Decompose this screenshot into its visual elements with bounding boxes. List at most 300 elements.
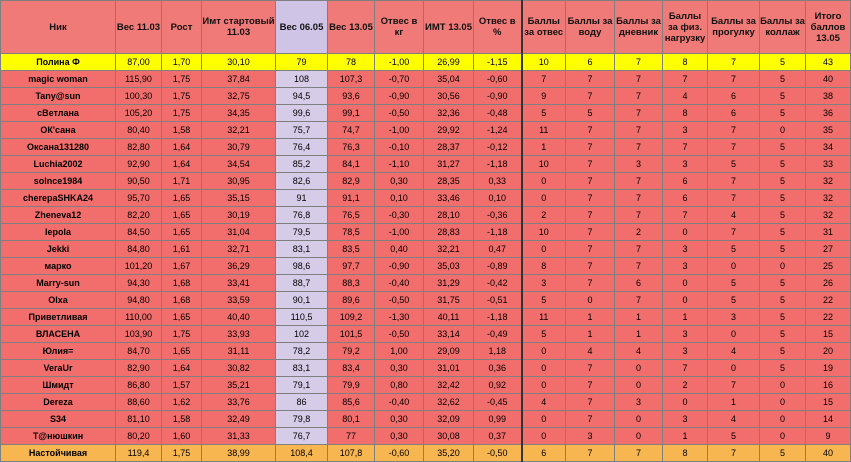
cell-points-total: 36 bbox=[806, 105, 851, 122]
table-row bbox=[1, 241, 851, 258]
cell-points-total: 31 bbox=[806, 224, 851, 241]
cell-weight-prev: 75,7 bbox=[276, 122, 328, 139]
cell-height: 1,64 bbox=[162, 139, 202, 156]
cell-height: 1,62 bbox=[162, 394, 202, 411]
cell-height: 1,75 bbox=[162, 71, 202, 88]
cell-points-exercise: 3 bbox=[663, 411, 708, 428]
cell-loss-percent: -1,18 bbox=[474, 224, 522, 241]
cell-points-loss: 5 bbox=[522, 326, 566, 343]
cell-loss-percent: -0,45 bbox=[474, 394, 522, 411]
cell-bmi-start: 34,54 bbox=[202, 156, 276, 173]
col-header-loss-kg: Отвес в кг bbox=[375, 1, 424, 54]
cell-weight-prev: 79,5 bbox=[276, 224, 328, 241]
cell-loss-percent: -0,51 bbox=[474, 292, 522, 309]
col-header-weight-start: Вес 11.03 bbox=[116, 1, 162, 54]
cell-bmi-current: 31,01 bbox=[424, 360, 474, 377]
cell-weight-current: 83,5 bbox=[328, 241, 375, 258]
cell-bmi-start: 33,93 bbox=[202, 326, 276, 343]
cell-nick: Т@нюшкин bbox=[1, 428, 116, 445]
cell-weight-current: 82,9 bbox=[328, 173, 375, 190]
cell-points-collage: 0 bbox=[760, 258, 806, 275]
cell-points-total: 33 bbox=[806, 156, 851, 173]
cell-points-exercise: 0 bbox=[663, 292, 708, 309]
cell-height: 1,64 bbox=[162, 156, 202, 173]
table-row bbox=[1, 309, 851, 326]
cell-points-diary: 7 bbox=[615, 445, 663, 462]
col-header-bmi-start: Имт стартовый 11.03 bbox=[202, 1, 276, 54]
cell-loss-percent: -0,60 bbox=[474, 71, 522, 88]
table-row bbox=[1, 445, 851, 462]
cell-weight-prev: 83,1 bbox=[276, 360, 328, 377]
cell-weight-current: 91,1 bbox=[328, 190, 375, 207]
col-header-points-exercise: Баллы за физ. нагрузку bbox=[663, 1, 708, 54]
cell-loss-percent: 0,36 bbox=[474, 360, 522, 377]
cell-weight-start: 119,4 bbox=[116, 445, 162, 462]
cell-nick: magic woman bbox=[1, 71, 116, 88]
cell-points-walk: 4 bbox=[708, 343, 760, 360]
cell-points-total: 43 bbox=[806, 54, 851, 71]
cell-points-collage: 0 bbox=[760, 122, 806, 139]
cell-points-diary: 7 bbox=[615, 122, 663, 139]
cell-weight-start: 82,80 bbox=[116, 139, 162, 156]
cell-loss-kg: 0,30 bbox=[375, 360, 424, 377]
cell-nick: ОК'сана bbox=[1, 122, 116, 139]
cell-points-total: 25 bbox=[806, 258, 851, 275]
cell-loss-kg: 0,40 bbox=[375, 241, 424, 258]
cell-points-water: 7 bbox=[566, 139, 615, 156]
cell-bmi-start: 30,95 bbox=[202, 173, 276, 190]
cell-points-exercise: 7 bbox=[663, 139, 708, 156]
cell-loss-kg: -0,10 bbox=[375, 139, 424, 156]
cell-weight-current: 76,3 bbox=[328, 139, 375, 156]
table-row bbox=[1, 360, 851, 377]
cell-points-loss: 1 bbox=[522, 139, 566, 156]
cell-loss-percent: 0,33 bbox=[474, 173, 522, 190]
cell-bmi-current: 35,03 bbox=[424, 258, 474, 275]
cell-points-total: 14 bbox=[806, 411, 851, 428]
cell-bmi-current: 32,21 bbox=[424, 241, 474, 258]
cell-nick: VeraUr bbox=[1, 360, 116, 377]
cell-nick: Приветливая bbox=[1, 309, 116, 326]
cell-weight-prev: 86 bbox=[276, 394, 328, 411]
cell-weight-start: 94,80 bbox=[116, 292, 162, 309]
cell-nick: Tany@sun bbox=[1, 88, 116, 105]
cell-points-total: 26 bbox=[806, 275, 851, 292]
cell-points-loss: 0 bbox=[522, 411, 566, 428]
cell-height: 1,58 bbox=[162, 122, 202, 139]
cell-loss-percent: -1,18 bbox=[474, 309, 522, 326]
cell-weight-prev: 90,1 bbox=[276, 292, 328, 309]
cell-weight-current: 83,4 bbox=[328, 360, 375, 377]
cell-loss-percent: -0,90 bbox=[474, 88, 522, 105]
cell-points-walk: 7 bbox=[708, 54, 760, 71]
cell-points-diary: 7 bbox=[615, 207, 663, 224]
cell-points-loss: 10 bbox=[522, 224, 566, 241]
col-header-weight-prev: Вес 06.05 bbox=[276, 1, 328, 54]
cell-weight-start: 90,50 bbox=[116, 173, 162, 190]
table-row bbox=[1, 207, 851, 224]
cell-points-walk: 5 bbox=[708, 292, 760, 309]
col-header-points-collage: Баллы за коллаж bbox=[760, 1, 806, 54]
cell-points-walk: 7 bbox=[708, 377, 760, 394]
cell-points-walk: 0 bbox=[708, 258, 760, 275]
cell-weight-start: 103,90 bbox=[116, 326, 162, 343]
cell-points-collage: 5 bbox=[760, 105, 806, 122]
table-row bbox=[1, 411, 851, 428]
cell-points-walk: 6 bbox=[708, 88, 760, 105]
cell-bmi-current: 30,56 bbox=[424, 88, 474, 105]
cell-points-water: 7 bbox=[566, 258, 615, 275]
cell-nick: Jekki bbox=[1, 241, 116, 258]
cell-points-collage: 0 bbox=[760, 428, 806, 445]
cell-bmi-current: 35,04 bbox=[424, 71, 474, 88]
cell-bmi-start: 38,99 bbox=[202, 445, 276, 462]
cell-points-diary: 7 bbox=[615, 258, 663, 275]
cell-points-total: 38 bbox=[806, 88, 851, 105]
table-row bbox=[1, 105, 851, 122]
cell-height: 1,75 bbox=[162, 326, 202, 343]
cell-height: 1,60 bbox=[162, 428, 202, 445]
cell-points-water: 5 bbox=[566, 105, 615, 122]
cell-points-water: 7 bbox=[566, 360, 615, 377]
cell-points-loss: 2 bbox=[522, 207, 566, 224]
cell-bmi-current: 40,11 bbox=[424, 309, 474, 326]
cell-weight-start: 100,30 bbox=[116, 88, 162, 105]
cell-weight-current: 79,2 bbox=[328, 343, 375, 360]
cell-points-collage: 0 bbox=[760, 411, 806, 428]
cell-points-diary: 7 bbox=[615, 71, 663, 88]
cell-points-water: 7 bbox=[566, 190, 615, 207]
cell-bmi-current: 32,42 bbox=[424, 377, 474, 394]
cell-bmi-start: 36,29 bbox=[202, 258, 276, 275]
cell-weight-prev: 108 bbox=[276, 71, 328, 88]
cell-points-water: 7 bbox=[566, 394, 615, 411]
table-row bbox=[1, 173, 851, 190]
cell-points-collage: 5 bbox=[760, 139, 806, 156]
cell-loss-kg: -1,10 bbox=[375, 156, 424, 173]
cell-loss-percent: 1,18 bbox=[474, 343, 522, 360]
cell-points-diary: 2 bbox=[615, 224, 663, 241]
header-row bbox=[1, 1, 851, 54]
cell-points-water: 7 bbox=[566, 224, 615, 241]
cell-points-diary: 7 bbox=[615, 292, 663, 309]
cell-weight-prev: 94,5 bbox=[276, 88, 328, 105]
cell-weight-current: 84,1 bbox=[328, 156, 375, 173]
cell-points-exercise: 6 bbox=[663, 190, 708, 207]
cell-points-diary: 0 bbox=[615, 377, 663, 394]
cell-weight-current: 89,6 bbox=[328, 292, 375, 309]
cell-loss-percent: -0,50 bbox=[474, 445, 522, 462]
cell-points-exercise: 8 bbox=[663, 54, 708, 71]
cell-weight-current: 78 bbox=[328, 54, 375, 71]
cell-weight-prev: 108,4 bbox=[276, 445, 328, 462]
cell-bmi-current: 31,27 bbox=[424, 156, 474, 173]
col-header-points-water: Баллы за воду bbox=[566, 1, 615, 54]
cell-points-loss: 0 bbox=[522, 241, 566, 258]
cell-loss-kg: -0,90 bbox=[375, 88, 424, 105]
cell-points-walk: 7 bbox=[708, 139, 760, 156]
cell-points-diary: 1 bbox=[615, 326, 663, 343]
cell-weight-current: 107,3 bbox=[328, 71, 375, 88]
cell-points-water: 1 bbox=[566, 309, 615, 326]
cell-loss-kg: 0,30 bbox=[375, 428, 424, 445]
cell-points-exercise: 6 bbox=[663, 173, 708, 190]
table-row bbox=[1, 71, 851, 88]
cell-points-total: 20 bbox=[806, 343, 851, 360]
cell-points-walk: 3 bbox=[708, 309, 760, 326]
cell-points-diary: 7 bbox=[615, 173, 663, 190]
col-header-points-total: Итого баллов 13.05 bbox=[806, 1, 851, 54]
col-header-points-walk: Баллы за прогулку bbox=[708, 1, 760, 54]
cell-points-walk: 7 bbox=[708, 190, 760, 207]
cell-weight-current: 74,7 bbox=[328, 122, 375, 139]
cell-weight-prev: 79 bbox=[276, 54, 328, 71]
cell-points-water: 7 bbox=[566, 377, 615, 394]
cell-points-total: 27 bbox=[806, 241, 851, 258]
cell-loss-kg: -0,30 bbox=[375, 207, 424, 224]
cell-points-water: 7 bbox=[566, 411, 615, 428]
table-row bbox=[1, 54, 851, 71]
cell-points-walk: 5 bbox=[708, 241, 760, 258]
cell-weight-prev: 79,8 bbox=[276, 411, 328, 428]
cell-height: 1,65 bbox=[162, 224, 202, 241]
cell-loss-percent: -0,12 bbox=[474, 139, 522, 156]
cell-points-water: 7 bbox=[566, 156, 615, 173]
cell-weight-start: 105,20 bbox=[116, 105, 162, 122]
cell-points-loss: 10 bbox=[522, 54, 566, 71]
cell-bmi-start: 35,15 bbox=[202, 190, 276, 207]
cell-points-total: 15 bbox=[806, 394, 851, 411]
cell-nick: сВетлана bbox=[1, 105, 116, 122]
cell-points-collage: 5 bbox=[760, 360, 806, 377]
cell-bmi-start: 31,33 bbox=[202, 428, 276, 445]
cell-points-walk: 4 bbox=[708, 207, 760, 224]
cell-height: 1,71 bbox=[162, 173, 202, 190]
cell-loss-kg: 0,30 bbox=[375, 411, 424, 428]
cell-points-water: 6 bbox=[566, 54, 615, 71]
cell-bmi-current: 28,37 bbox=[424, 139, 474, 156]
cell-weight-prev: 88,7 bbox=[276, 275, 328, 292]
cell-loss-kg: -1,00 bbox=[375, 54, 424, 71]
col-header-weight-current: Вес 13.05 bbox=[328, 1, 375, 54]
cell-height: 1,68 bbox=[162, 292, 202, 309]
cell-points-total: 16 bbox=[806, 377, 851, 394]
cell-points-loss: 0 bbox=[522, 360, 566, 377]
cell-loss-kg: -0,50 bbox=[375, 292, 424, 309]
cell-points-diary: 6 bbox=[615, 275, 663, 292]
cell-points-collage: 5 bbox=[760, 275, 806, 292]
cell-points-diary: 3 bbox=[615, 156, 663, 173]
cell-points-collage: 5 bbox=[760, 190, 806, 207]
cell-loss-kg: -0,40 bbox=[375, 394, 424, 411]
cell-points-collage: 0 bbox=[760, 377, 806, 394]
cell-points-total: 32 bbox=[806, 207, 851, 224]
cell-points-walk: 7 bbox=[708, 173, 760, 190]
col-header-points-diary: Баллы за дневник bbox=[615, 1, 663, 54]
cell-points-walk: 0 bbox=[708, 326, 760, 343]
cell-height: 1,58 bbox=[162, 411, 202, 428]
table-row bbox=[1, 394, 851, 411]
cell-loss-kg: -0,40 bbox=[375, 275, 424, 292]
cell-points-total: 32 bbox=[806, 173, 851, 190]
cell-weight-current: 99,1 bbox=[328, 105, 375, 122]
cell-height: 1,75 bbox=[162, 445, 202, 462]
table-row bbox=[1, 275, 851, 292]
cell-loss-percent: -0,89 bbox=[474, 258, 522, 275]
cell-bmi-start: 37,84 bbox=[202, 71, 276, 88]
cell-points-water: 7 bbox=[566, 207, 615, 224]
cell-points-water: 4 bbox=[566, 343, 615, 360]
cell-points-water: 3 bbox=[566, 428, 615, 445]
cell-loss-percent: 0,47 bbox=[474, 241, 522, 258]
col-header-nick: Ник bbox=[1, 1, 116, 54]
cell-points-loss: 0 bbox=[522, 377, 566, 394]
cell-bmi-start: 30,79 bbox=[202, 139, 276, 156]
cell-points-water: 7 bbox=[566, 275, 615, 292]
table-row bbox=[1, 377, 851, 394]
cell-bmi-start: 34,35 bbox=[202, 105, 276, 122]
cell-points-loss: 4 bbox=[522, 394, 566, 411]
cell-points-water: 7 bbox=[566, 241, 615, 258]
cell-weight-start: 101,20 bbox=[116, 258, 162, 275]
cell-height: 1,68 bbox=[162, 275, 202, 292]
cell-points-diary: 0 bbox=[615, 360, 663, 377]
cell-points-diary: 7 bbox=[615, 190, 663, 207]
cell-nick: марко bbox=[1, 258, 116, 275]
cell-bmi-start: 32,21 bbox=[202, 122, 276, 139]
cell-height: 1,75 bbox=[162, 88, 202, 105]
cell-points-walk: 7 bbox=[708, 122, 760, 139]
cell-bmi-start: 32,71 bbox=[202, 241, 276, 258]
cell-weight-start: 81,10 bbox=[116, 411, 162, 428]
cell-loss-percent: -0,36 bbox=[474, 207, 522, 224]
cell-weight-current: 77 bbox=[328, 428, 375, 445]
cell-points-exercise: 3 bbox=[663, 156, 708, 173]
cell-points-diary: 0 bbox=[615, 428, 663, 445]
cell-height: 1,67 bbox=[162, 258, 202, 275]
cell-weight-prev: 79,1 bbox=[276, 377, 328, 394]
cell-points-total: 19 bbox=[806, 360, 851, 377]
cell-bmi-current: 28,10 bbox=[424, 207, 474, 224]
cell-loss-kg: -0,90 bbox=[375, 258, 424, 275]
cell-points-total: 22 bbox=[806, 292, 851, 309]
cell-points-diary: 7 bbox=[615, 54, 663, 71]
cell-nick: Оксана131280 bbox=[1, 139, 116, 156]
table-row bbox=[1, 292, 851, 309]
cell-loss-kg: 1,00 bbox=[375, 343, 424, 360]
cell-points-loss: 5 bbox=[522, 105, 566, 122]
cell-bmi-start: 33,59 bbox=[202, 292, 276, 309]
cell-bmi-start: 33,41 bbox=[202, 275, 276, 292]
cell-points-water: 7 bbox=[566, 122, 615, 139]
cell-loss-kg: 0,10 bbox=[375, 190, 424, 207]
cell-points-walk: 4 bbox=[708, 411, 760, 428]
cell-points-water: 0 bbox=[566, 292, 615, 309]
cell-weight-prev: 76,7 bbox=[276, 428, 328, 445]
cell-weight-start: 87,00 bbox=[116, 54, 162, 71]
cell-bmi-current: 28,83 bbox=[424, 224, 474, 241]
cell-points-loss: 0 bbox=[522, 190, 566, 207]
cell-points-collage: 5 bbox=[760, 326, 806, 343]
cell-bmi-current: 33,46 bbox=[424, 190, 474, 207]
cell-bmi-current: 28,35 bbox=[424, 173, 474, 190]
cell-points-loss: 0 bbox=[522, 343, 566, 360]
cell-loss-percent: 0,37 bbox=[474, 428, 522, 445]
cell-points-total: 34 bbox=[806, 139, 851, 156]
cell-points-loss: 11 bbox=[522, 309, 566, 326]
cell-weight-prev: 102 bbox=[276, 326, 328, 343]
cell-bmi-current: 32,09 bbox=[424, 411, 474, 428]
cell-height: 1,61 bbox=[162, 241, 202, 258]
cell-weight-current: 93,6 bbox=[328, 88, 375, 105]
cell-points-walk: 7 bbox=[708, 445, 760, 462]
cell-points-water: 7 bbox=[566, 71, 615, 88]
col-header-bmi-current: ИМТ 13.05 bbox=[424, 1, 474, 54]
cell-weight-start: 82,20 bbox=[116, 207, 162, 224]
cell-weight-current: 109,2 bbox=[328, 309, 375, 326]
col-header-points-loss: Баллы за отвес bbox=[522, 1, 566, 54]
cell-points-collage: 5 bbox=[760, 54, 806, 71]
col-header-loss-percent: Отвес в % bbox=[474, 1, 522, 54]
cell-weight-prev: 98,6 bbox=[276, 258, 328, 275]
cell-weight-start: 110,00 bbox=[116, 309, 162, 326]
cell-points-collage: 5 bbox=[760, 224, 806, 241]
cell-bmi-current: 32,36 bbox=[424, 105, 474, 122]
cell-points-water: 7 bbox=[566, 173, 615, 190]
cell-height: 1,75 bbox=[162, 105, 202, 122]
cell-weight-prev: 83,1 bbox=[276, 241, 328, 258]
cell-points-loss: 5 bbox=[522, 292, 566, 309]
cell-points-walk: 0 bbox=[708, 360, 760, 377]
cell-weight-current: 79,9 bbox=[328, 377, 375, 394]
cell-nick: Шмидт bbox=[1, 377, 116, 394]
cell-weight-start: 94,30 bbox=[116, 275, 162, 292]
cell-points-walk: 5 bbox=[708, 156, 760, 173]
cell-points-exercise: 0 bbox=[663, 275, 708, 292]
cell-nick: lepola bbox=[1, 224, 116, 241]
table-row bbox=[1, 122, 851, 139]
cell-points-collage: 5 bbox=[760, 88, 806, 105]
cell-loss-percent: -1,24 bbox=[474, 122, 522, 139]
cell-nick: cherepaSHKA24 bbox=[1, 190, 116, 207]
cell-points-exercise: 2 bbox=[663, 377, 708, 394]
table-row bbox=[1, 326, 851, 343]
cell-loss-kg: 0,30 bbox=[375, 173, 424, 190]
cell-bmi-start: 35,21 bbox=[202, 377, 276, 394]
cell-points-exercise: 8 bbox=[663, 105, 708, 122]
cell-height: 1,64 bbox=[162, 360, 202, 377]
cell-nick: Zheneva12 bbox=[1, 207, 116, 224]
cell-weight-start: 84,80 bbox=[116, 241, 162, 258]
cell-weight-current: 80,1 bbox=[328, 411, 375, 428]
cell-points-walk: 5 bbox=[708, 275, 760, 292]
cell-points-exercise: 0 bbox=[663, 224, 708, 241]
cell-points-collage: 5 bbox=[760, 173, 806, 190]
cell-points-exercise: 1 bbox=[663, 428, 708, 445]
cell-bmi-start: 30,19 bbox=[202, 207, 276, 224]
cell-points-collage: 5 bbox=[760, 156, 806, 173]
table-row bbox=[1, 139, 851, 156]
table-row bbox=[1, 190, 851, 207]
cell-points-loss: 6 bbox=[522, 445, 566, 462]
cell-bmi-start: 31,04 bbox=[202, 224, 276, 241]
cell-points-walk: 5 bbox=[708, 428, 760, 445]
cell-points-diary: 4 bbox=[615, 343, 663, 360]
cell-bmi-start: 30,82 bbox=[202, 360, 276, 377]
cell-bmi-current: 31,29 bbox=[424, 275, 474, 292]
cell-points-collage: 5 bbox=[760, 207, 806, 224]
cell-weight-start: 86,80 bbox=[116, 377, 162, 394]
